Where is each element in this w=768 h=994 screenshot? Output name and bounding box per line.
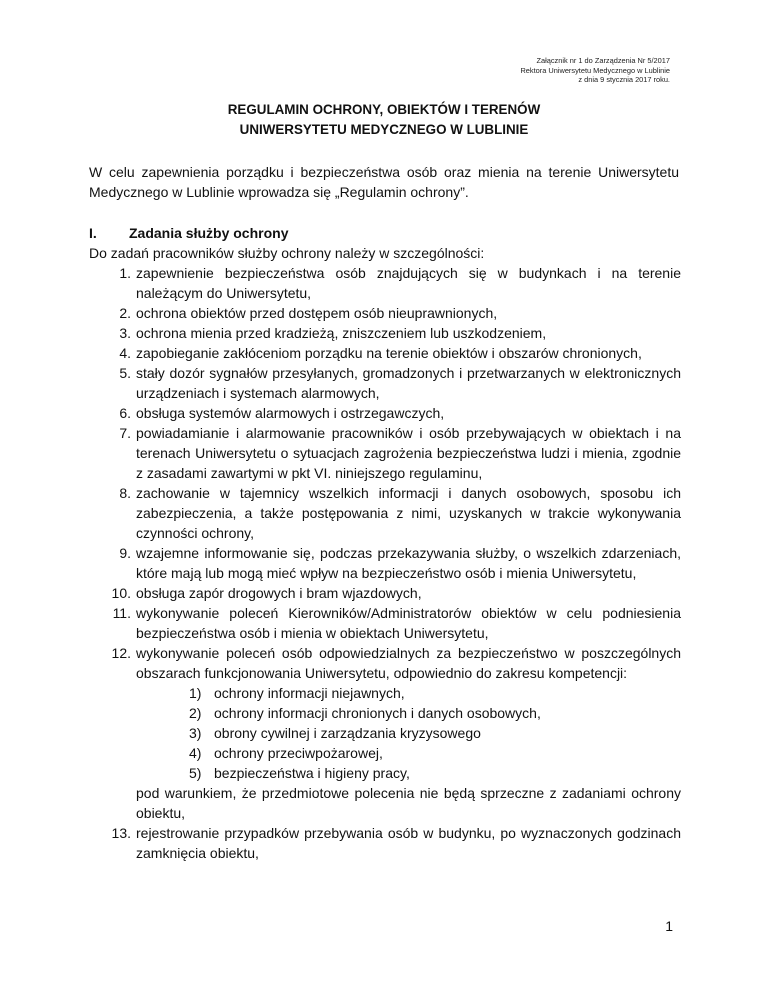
sub-item-text: obrony cywilnej i zarządzania kryzysowego (214, 725, 481, 741)
list-item (89, 583, 681, 603)
section-title: Zadania służby ochrony (129, 225, 289, 241)
item-number: 6. (119, 405, 131, 421)
list-item (89, 403, 681, 423)
item-text: ochrona obiektów przed dostępem osób nieuprawnionych, (136, 305, 498, 321)
sub-list-item (89, 743, 681, 763)
sub-item-text: ochrony informacji niejawnych, (214, 685, 405, 701)
sub-item-text: bezpieczeństwa i higieny pracy, (214, 765, 410, 781)
item-number: 12. (111, 645, 131, 661)
item-number: 5. (119, 365, 131, 381)
list-item (89, 263, 681, 303)
annex-line: z dnia 9 stycznia 2017 roku. (578, 75, 670, 84)
item-text: wykonywanie poleceń Kierowników/Administratorów obiektów w celu podniesienia bezpieczeństwa osób i mienia w obiektach Uniwersytetu, (136, 605, 681, 641)
item-number: 4. (119, 345, 131, 361)
sub-item-text: ochrony informacji chronionych i danych osobowych, (214, 705, 541, 721)
list-item (89, 423, 681, 483)
item-text: obsługa zapór drogowych i bram wjazdowych, (136, 585, 422, 601)
sub-item-number: 1) (189, 685, 202, 701)
sub-list-item (89, 723, 681, 743)
item-text: zachowanie w tajemnicy wszelkich informacji i danych osobowych, sposobu ich zabezpieczenia, a także postępowania z nimi, uzyskanych w trakcie wykonywania czynności ochrony, (136, 485, 681, 541)
list-item (89, 643, 681, 683)
sub-item-text: ochrony przeciwpożarowej, (214, 745, 383, 761)
item-number: 8. (119, 485, 131, 501)
item-text: zapobieganie zakłóceniom porządku na terenie obiektów i obszarów chronionych, (136, 345, 642, 361)
item-text: wzajemne informowanie się, podczas przekazywania służby, o wszelkich zdarzeniach, które mają lub mogą mieć wpływ na bezpieczeństwo osób i mienia Uniwersytetu, (136, 545, 681, 581)
sub-item-number: 2) (189, 705, 202, 721)
lead-sentence: Do zadań pracowników służby ochrony należy w szczególności: (89, 245, 485, 261)
item-number: 11. (112, 605, 131, 621)
list-item (89, 543, 681, 583)
list-item (89, 603, 681, 643)
sub-list-item (89, 763, 681, 783)
item-text: zapewnienie bezpieczeństwa osób znajdujących się w budynkach i na terenie należącym do Uniwersytetu, (136, 265, 681, 301)
item-number: 9. (119, 545, 131, 561)
section-number: I. (89, 225, 97, 241)
annex-note (520, 56, 670, 85)
page-number: 1 (665, 918, 673, 934)
item-text: wykonywanie poleceń osób odpowiedzialnych za bezpieczeństwo w poszczególnych obszarach funkcjonowania Uniwersytetu, odpowiednio do zakresu kompetencji: (136, 645, 681, 681)
annex-line: Załącznik nr 1 do Zarządzenia Nr 5/2017 (536, 56, 670, 65)
section-heading (89, 223, 689, 243)
item-number: 1. (119, 265, 131, 281)
list-item (89, 343, 681, 363)
item-number: 7. (119, 425, 131, 441)
item-text: stały dozór sygnałów przesyłanych, gromadzonych i przetwarzanych w elektronicznych urządzeniach i systemach alarmowych, (136, 365, 681, 401)
list-item (89, 823, 681, 863)
item-number: 10. (111, 585, 131, 601)
duties-list (89, 263, 681, 863)
sub-item-number: 4) (189, 745, 202, 761)
list-item (89, 323, 681, 343)
item-text: ochrona mienia przed kradzieżą, zniszczeniem lub uszkodzeniem, (136, 325, 547, 341)
list-item (89, 303, 681, 323)
sub-list-item (89, 683, 681, 703)
annex-line: Rektora Uniwersytetu Medycznego w Lublinie (520, 65, 670, 75)
item-text: rejestrowanie przypadków przebywania osób w budynku, po wyznaczonych godzinach zamknięcia obiektu, (136, 825, 681, 861)
item-number: 2. (119, 305, 131, 321)
sub-item-number: 5) (189, 765, 202, 781)
item-text: obsługa systemów alarmowych i ostrzegawczych, (136, 405, 445, 421)
item-12-continuation: pod warunkiem, że przedmiotowe polecenia nie będą sprzeczne z zadaniami ochrony obiektu, (136, 785, 681, 821)
title-line: REGULAMIN OCHRONY, OBIEKTÓW I TERENÓW (227, 102, 541, 117)
item-number: 13. (111, 825, 131, 841)
document-title (0, 100, 768, 140)
title-line: UNIWERSYTETU MEDYCZNEGO W LUBLINIE (239, 122, 529, 137)
sub-item-number: 3) (189, 725, 202, 741)
item-text: powiadamianie i alarmowanie pracowników i osób przebywających w obiektach i na terenach Uniwersytetu o sytuacjach zagrożenia bezpieczeństwa ludzi i mienia, zgodnie z zasadami zawartymi w pkt VI. niniejszego regulaminu, (136, 425, 681, 481)
sub-list-item (89, 703, 681, 723)
list-item (89, 483, 681, 543)
intro-paragraph: W celu zapewnienia porządku i bezpieczeństwa osób oraz mienia na terenie Uniwersytetu Medycznego w Lublinie wprowadza się „Regulamin ochrony”. (89, 164, 679, 200)
list-item (89, 363, 681, 403)
item-number: 3. (119, 325, 131, 341)
